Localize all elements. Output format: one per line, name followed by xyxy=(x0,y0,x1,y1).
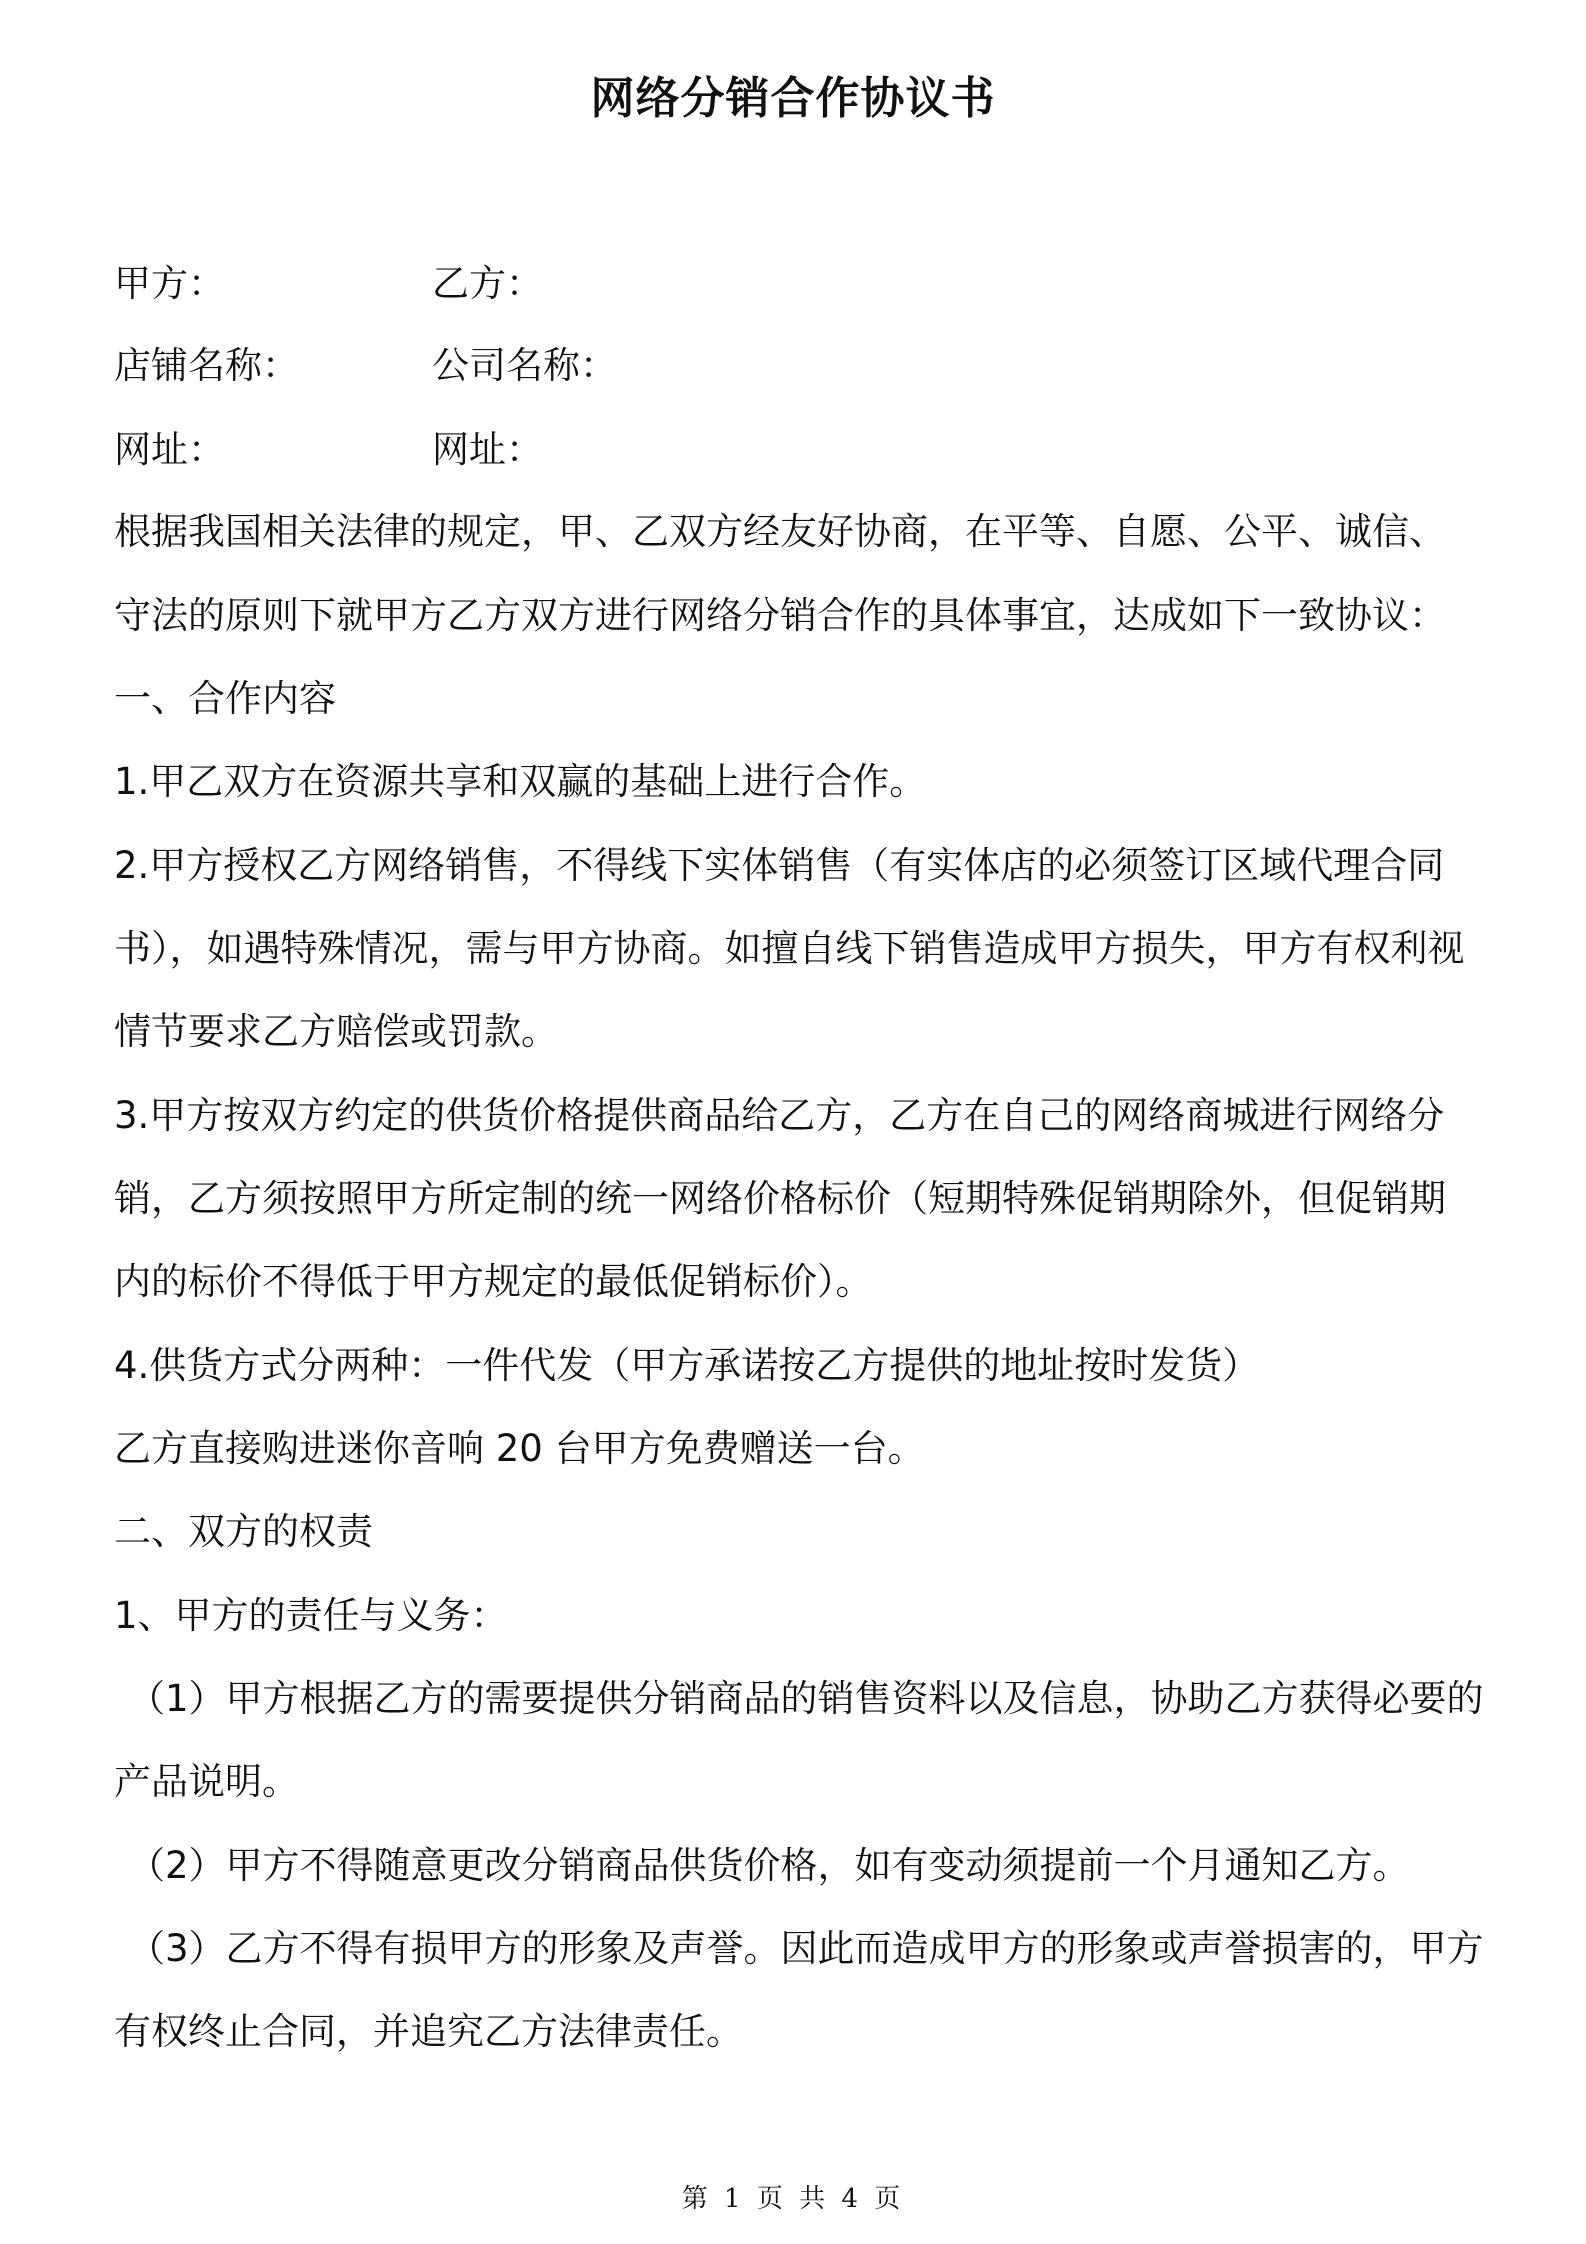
url-a-label: 网址： xyxy=(114,428,225,471)
body-line: 4.供货方式分两种：一件代发（甲方承诺按乙方提供的地址按时发货） xyxy=(114,1344,1260,1387)
shop-name-label: 店铺名称： xyxy=(114,344,299,387)
body-line: 产品说明。 xyxy=(114,1760,299,1803)
body-line: 内的标价不得低于甲方规定的最低促销标价）。 xyxy=(114,1260,873,1303)
body-line: 书），如遇特殊情况，需与甲方协商。如擅自线下销售造成甲方损失，甲方有权利视 xyxy=(114,927,1465,970)
party-b-label: 乙方： xyxy=(432,262,543,305)
body-line: 有权终止合同，并追究乙方法律责任。 xyxy=(114,2010,743,2053)
body-line: 2.甲方授权乙方网络销售，不得线下实体销售（有实体店的必须签订区域代理合同 xyxy=(114,844,1445,887)
body-line: 3.甲方按双方约定的供货价格提供商品给乙方，乙方在自己的网络商城进行网络分 xyxy=(114,1094,1445,1137)
section-heading: 一、合作内容 xyxy=(114,677,336,720)
body-line: 乙方直接购进迷你音响 20 台甲方免费赠送一台。 xyxy=(114,1427,925,1470)
body-line: 守法的原则下就甲方乙方双方进行网络分销合作的具体事宜，达成如下一致协议： xyxy=(114,594,1446,637)
url-b-label: 网址： xyxy=(432,428,543,471)
section-heading: 二、双方的权责 xyxy=(114,1510,373,1553)
body-line: 1.甲乙双方在资源共享和双赢的基础上进行合作。 xyxy=(114,760,927,803)
body-line: 1、甲方的责任与义务： xyxy=(114,1594,508,1637)
party-a-label: 甲方： xyxy=(114,262,225,305)
body-line: （1）甲方根据乙方的需要提供分销商品的销售资料以及信息，协助乙方获得必要的 xyxy=(128,1677,1484,1720)
body-line: 情节要求乙方赔偿或罚款。 xyxy=(114,1010,558,1053)
body-line: 销，乙方须按照甲方所定制的统一网络价格标价（短期特殊促销期除外，但促销期 xyxy=(114,1177,1446,1220)
body-line: 根据我国相关法律的规定，甲、乙双方经友好协商，在平等、自愿、公平、诚信、 xyxy=(114,510,1446,553)
body-line: （2）甲方不得随意更改分销商品供货价格，如有变动须提前一个月通知乙方。 xyxy=(128,1844,1410,1887)
company-name-label: 公司名称： xyxy=(432,344,617,387)
page-footer: 第 1 页 共 4 页 xyxy=(681,2184,905,2214)
body-line: （3）乙方不得有损甲方的形象及声誉。因此而造成甲方的形象或声誉损害的，甲方 xyxy=(128,1927,1484,1970)
document-title: 网络分销合作协议书 xyxy=(590,73,996,124)
